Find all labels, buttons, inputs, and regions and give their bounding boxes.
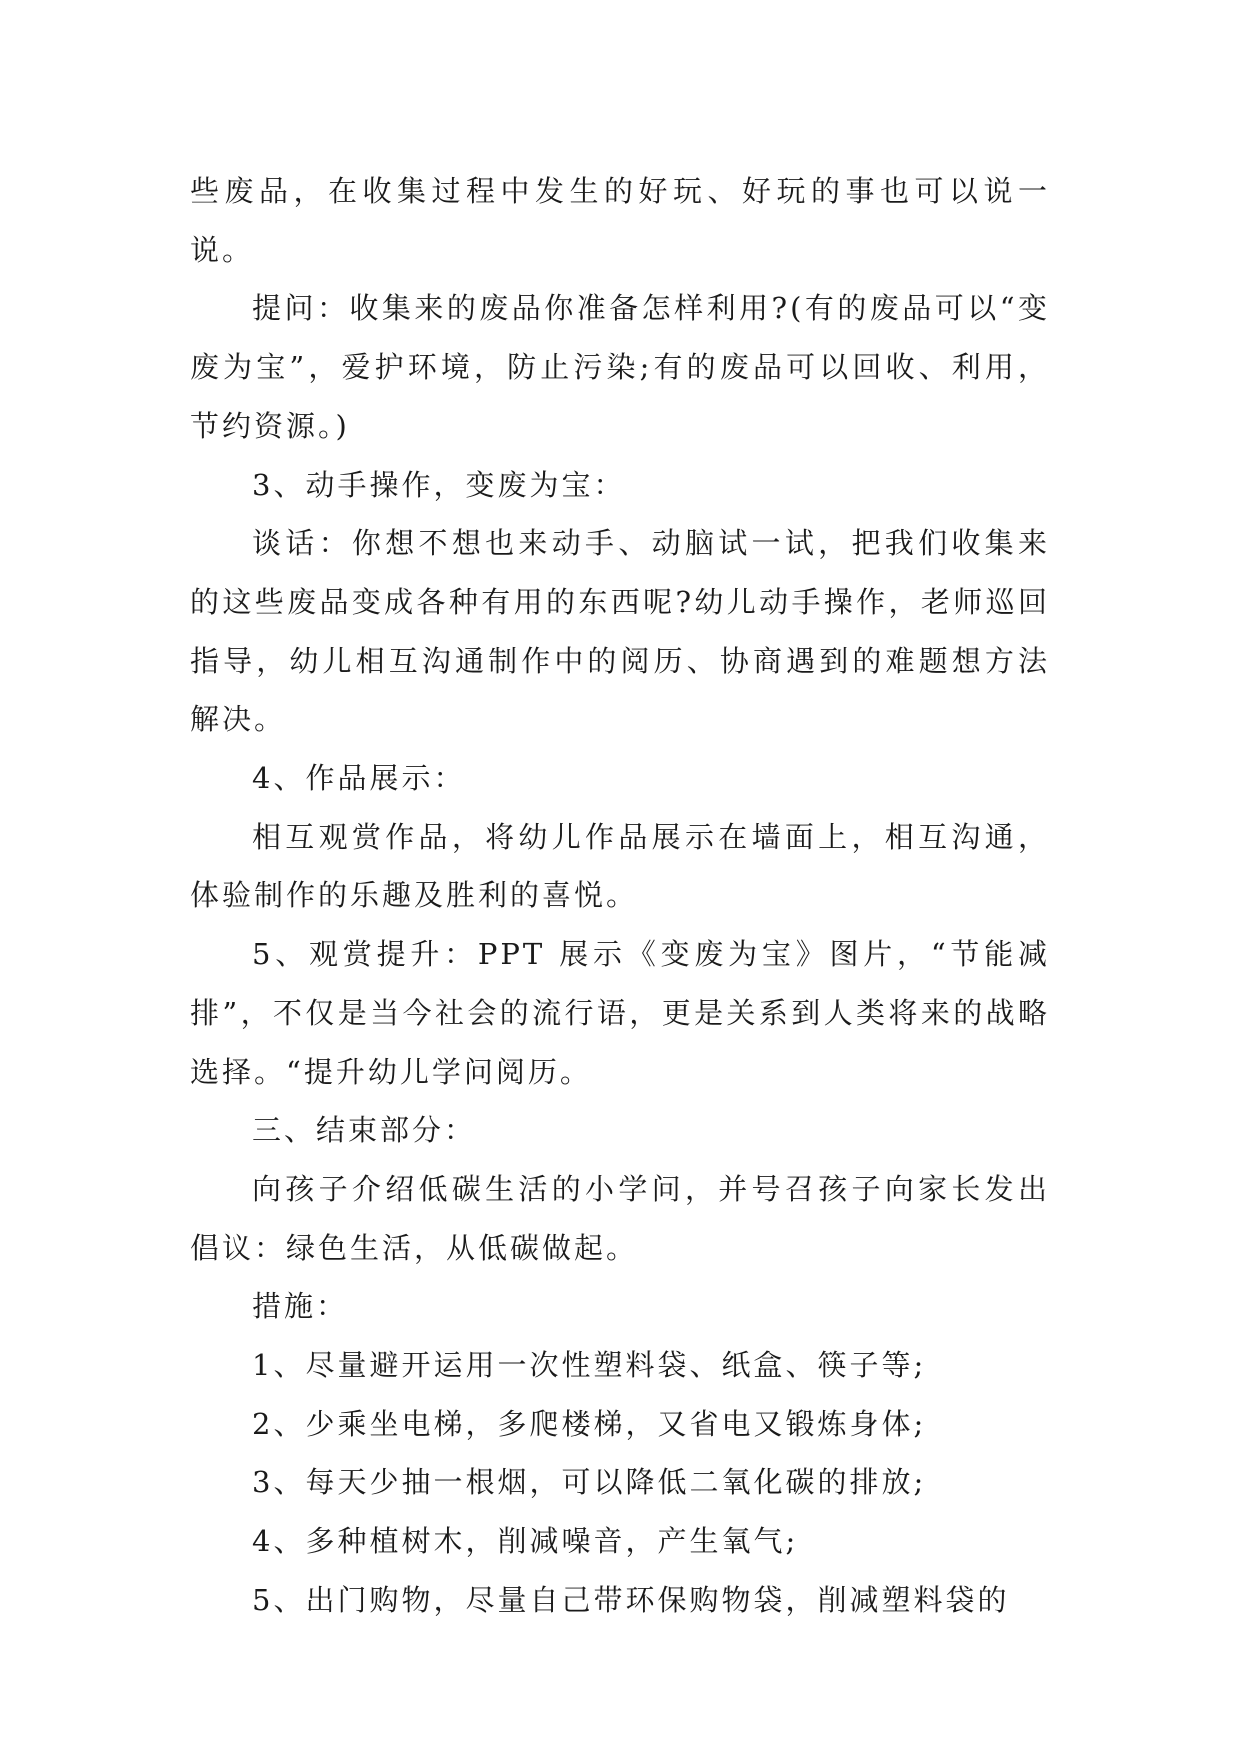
paragraph-1: 些废品，在收集过程中发生的好玩、好玩的事也可以说一说。 <box>190 174 1050 267</box>
paragraph-7: 5、观赏提升：PPT 展示《变废为宝》图片，“节能减排”，不仅是当今社会的流行语，更是关系到人类将来的战略选择。“提升幼儿学问阅历。 <box>190 937 1050 1089</box>
paragraph-3: 3、动手操作，变废为宝： <box>252 467 626 502</box>
paragraph-15: 5、出门购物，尽量自己带环保购物袋，削减塑料袋的 <box>252 1582 1010 1617</box>
paragraph-14: 4、多种植树木，削减噪音，产生氧气; <box>252 1524 799 1559</box>
paragraph-13: 3、每天少抽一根烟，可以降低二氧化碳的排放; <box>252 1465 927 1500</box>
paragraph-11: 1、尽量避开运用一次性塑料袋、纸盒、筷子等; <box>252 1348 927 1383</box>
paragraph-10: 措施： <box>252 1289 349 1324</box>
paragraph-12: 2、少乘坐电梯，多爬楼梯，又省电又锻炼身体; <box>252 1406 927 1441</box>
paragraph-6: 相互观赏作品，将幼儿作品展示在墙面上，相互沟通，体验制作的乐趣及胜利的喜悦。 <box>190 819 1050 913</box>
document-body <box>190 162 1050 1630</box>
paragraph-2: 提问：收集来的废品你准备怎样利用?(有的废品可以“变废为宝”，爱护环境，防止污染;有的废品可以回收、利用，节约资源。) <box>190 291 1050 443</box>
paragraph-8: 三、结束部分： <box>252 1113 477 1148</box>
paragraph-9: 向孩子介绍低碳生活的小学问，并号召孩子向家长发出倡议：绿色生活，从低碳做起。 <box>190 1171 1050 1265</box>
paragraph-5: 4、作品展示： <box>252 761 466 796</box>
paragraph-4: 谈话：你想不想也来动手、动脑试一试，把我们收集来的这些废品变成各种有用的东西呢?幼儿动手操作，老师巡回指导，幼儿相互沟通制作中的阅历、协商遇到的难题想方法解决。 <box>190 526 1050 737</box>
